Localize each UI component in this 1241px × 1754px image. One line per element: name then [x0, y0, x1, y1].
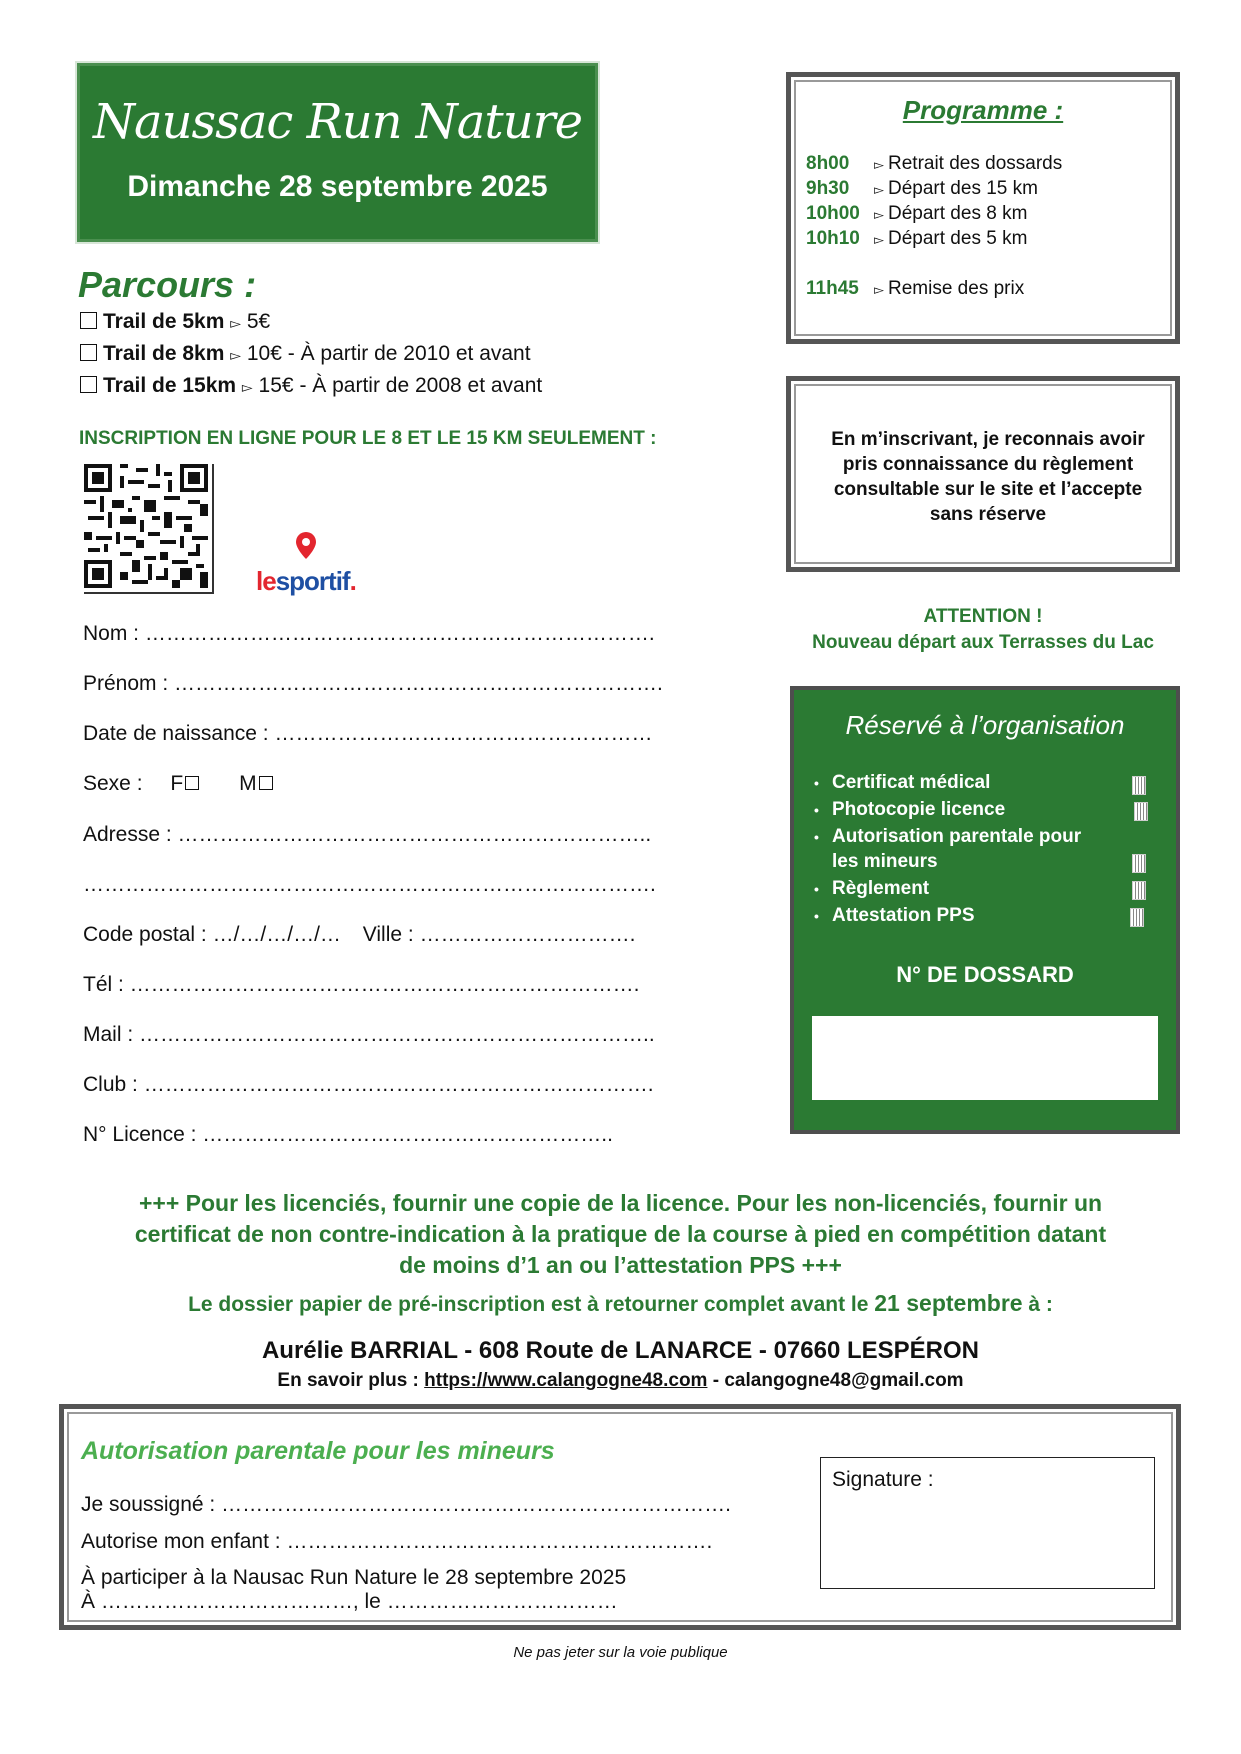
- field-prenom[interactable]: Prénom : …………………………………………………………….: [83, 672, 663, 695]
- programme-title: Programme :: [902, 95, 1064, 125]
- sexe-f-checkbox[interactable]: [185, 776, 199, 790]
- lesportif-logo[interactable]: [256, 530, 366, 598]
- reserved-item: [814, 772, 990, 794]
- triangle-icon: ▻: [230, 347, 242, 363]
- reserved-item-label: Autorisation parentale pour: [832, 826, 1082, 847]
- reserved-title: Réservé à l’organisation: [845, 710, 1125, 740]
- field-date-naissance[interactable]: Date de naissance : ………………………………………………: [83, 722, 653, 745]
- course-checkbox[interactable]: [80, 312, 97, 329]
- parental-enfant-field[interactable]: Autorise mon enfant : …………………………………………………….: [81, 1530, 713, 1553]
- course-option-5km[interactable]: [80, 310, 270, 334]
- attention-title: ATTENTION !: [923, 606, 1043, 627]
- sexe-m-checkbox[interactable]: [259, 776, 273, 790]
- reserved-organisation-box: [794, 690, 1176, 1130]
- course-price: 5€: [246, 310, 271, 333]
- triangle-icon: ▻: [230, 315, 242, 331]
- return-deadline-date: 21 septembre: [874, 1290, 1023, 1316]
- sexe-label: Sexe :: [83, 772, 143, 795]
- reserved-item-label: Certificat médical: [832, 772, 991, 793]
- reserved-item: [814, 905, 975, 927]
- parental-title: Autorisation parentale pour les mineurs: [81, 1437, 555, 1465]
- course-name: Trail de 15km: [103, 374, 237, 397]
- sexe-m-label: M: [239, 772, 257, 795]
- programme-row: [806, 203, 1027, 225]
- field-mail[interactable]: Mail : ………………………………………………………………..: [83, 1023, 655, 1046]
- programme-label: Départ des 8 km: [888, 203, 1028, 224]
- course-option-8km[interactable]: [80, 342, 531, 366]
- bullet-icon: •: [814, 775, 819, 791]
- reserved-item-label: Attestation PPS: [832, 905, 975, 926]
- more-info-label: En savoir plus :: [277, 1370, 419, 1391]
- course-checkbox[interactable]: [80, 344, 97, 361]
- sexe-m-option[interactable]: [239, 772, 273, 795]
- course-name: Trail de 5km: [103, 310, 225, 333]
- course-note: - À partir de 2008 et avant: [299, 374, 543, 397]
- reserved-item-continued: [814, 851, 938, 873]
- license-note-line: +++ Pour les licenciés, fournir une copie de la licence. Pour les non-licenciés, fournir un: [138, 1190, 1103, 1216]
- return-deadline-note: [60, 1290, 1181, 1317]
- field-club[interactable]: Club : ……………………………………………………………….: [83, 1073, 654, 1096]
- field-tel[interactable]: Tél : ……………………………………………………………….: [83, 973, 640, 996]
- lesportif-logo-text: lesportif.: [256, 566, 356, 596]
- bullet-icon: •: [814, 829, 819, 845]
- attention-text: Nouveau départ aux Terrasses du Lac: [812, 632, 1154, 653]
- license-note-line: certificat de non contre-indication à la pratique de la course à pied en compétition datant: [134, 1221, 1107, 1247]
- reserved-item-label: les mineurs: [832, 851, 938, 872]
- programme-row: [806, 153, 1062, 175]
- programme-box: [786, 72, 1180, 344]
- footer-note: Ne pas jeter sur la voie publique: [513, 1644, 728, 1661]
- programme-time: 11h45: [806, 278, 859, 299]
- qr-code[interactable]: [84, 464, 214, 594]
- programme-row: [806, 278, 1024, 300]
- course-name: Trail de 8km: [103, 342, 225, 365]
- postal-address: Aurélie BARRIAL - 608 Route de LANARCE - 07660 LESPÉRON: [261, 1337, 980, 1364]
- dossard-label: N° DE DOSSARD: [896, 962, 1074, 987]
- parental-place-date-field[interactable]: À ………………………………, le ……………………………: [81, 1590, 618, 1613]
- programme-label: Retrait des dossards: [888, 153, 1063, 174]
- parental-soussigne-field[interactable]: Je soussigné : ……………………………………………………………….: [81, 1493, 731, 1516]
- course-checkbox[interactable]: [80, 376, 97, 393]
- course-option-15km[interactable]: [80, 374, 542, 398]
- checkbox-icon[interactable]: [1132, 854, 1146, 873]
- course-price: 15€: [258, 374, 294, 397]
- signature-label: Signature :: [832, 1468, 934, 1491]
- field-adresse-2[interactable]: ……………………………………………………………………….: [83, 873, 656, 896]
- programme-label: Départ des 15 km: [888, 178, 1038, 199]
- field-ville[interactable]: Ville : ………………………….: [362, 923, 636, 946]
- course-note: - À partir de 2010 et avant: [281, 342, 531, 365]
- more-info: [0, 1370, 1241, 1392]
- contact-email: - calangogne48@gmail.com: [712, 1370, 964, 1391]
- return-note-suffix: à :: [1028, 1293, 1053, 1316]
- programme-label: Départ des 5 km: [888, 228, 1028, 249]
- field-code-postal[interactable]: Code postal : …/…/…/…/…: [83, 923, 341, 946]
- license-note-line: de moins d’1 an ou l’attestation PPS +++: [399, 1252, 842, 1278]
- rules-line: En m’inscrivant, je reconnais avoir: [831, 429, 1145, 450]
- programme-time: 8h00: [806, 153, 850, 174]
- bullet-icon: •: [814, 908, 819, 924]
- rules-text: [811, 427, 1165, 527]
- checkbox-icon[interactable]: [1130, 908, 1144, 927]
- field-sexe: [83, 772, 273, 796]
- field-licence[interactable]: N° Licence : …………………………………………………..: [83, 1123, 613, 1146]
- triangle-icon: ▻: [874, 207, 884, 222]
- event-title: Naussac Run Nature: [93, 94, 582, 150]
- rules-line: pris connaissance du règlement: [842, 454, 1134, 475]
- triangle-icon: ▻: [874, 282, 884, 297]
- checkbox-icon[interactable]: [1134, 802, 1148, 821]
- programme-time: 10h10: [806, 228, 860, 249]
- programme-time: 9h30: [806, 178, 850, 199]
- field-adresse[interactable]: Adresse : …………………………………………………………..: [83, 823, 652, 846]
- rules-line: consultable sur le site et l’accepte: [833, 479, 1143, 500]
- parcours-title: Parcours :: [78, 264, 257, 305]
- rules-line: sans réserve: [929, 504, 1047, 525]
- parental-participation-text: À participer à la Nausac Run Nature le 28 septembre 2025: [81, 1566, 627, 1589]
- event-header: [80, 66, 595, 239]
- event-date: Dimanche 28 septembre 2025: [127, 170, 548, 203]
- triangle-icon: ▻: [874, 157, 884, 172]
- reserved-item: [814, 826, 1081, 848]
- signature-box[interactable]: [820, 1457, 1155, 1589]
- triangle-icon: ▻: [874, 182, 884, 197]
- triangle-icon: ▻: [241, 379, 253, 395]
- reserved-item-label: Photocopie licence: [832, 799, 1006, 820]
- website-link[interactable]: https://www.calangogne48.com: [424, 1370, 708, 1391]
- parental-authorization-box: [59, 1404, 1181, 1630]
- dossard-field[interactable]: [812, 1016, 1158, 1100]
- bullet-icon: •: [814, 881, 819, 897]
- checkbox-icon[interactable]: [1132, 776, 1146, 795]
- license-note: [60, 1188, 1181, 1281]
- triangle-icon: ▻: [874, 232, 884, 247]
- rules-box: [786, 376, 1180, 572]
- programme-time: 10h00: [806, 203, 860, 224]
- bullet-icon: •: [814, 802, 819, 818]
- reserved-item-label: Règlement: [832, 878, 930, 899]
- reserved-item: [814, 878, 929, 900]
- programme-row: [806, 228, 1027, 250]
- attention-notice: [786, 604, 1180, 656]
- checkbox-icon[interactable]: [1132, 881, 1146, 900]
- return-note-text: Le dossier papier de pré-inscription est à retourner complet avant le: [188, 1293, 869, 1316]
- field-nom[interactable]: Nom : ……………………………………………………………….: [83, 622, 655, 645]
- sexe-f-label: F: [170, 772, 184, 795]
- programme-label: Remise des prix: [888, 278, 1025, 299]
- programme-row: [806, 178, 1038, 200]
- course-price: 10€: [246, 342, 282, 365]
- sexe-f-option[interactable]: [170, 772, 199, 795]
- online-registration-title: INSCRIPTION EN LIGNE POUR LE 8 ET LE 15 KM SEULEMENT :: [79, 428, 657, 449]
- field-code-postal-ville[interactable]: [83, 923, 635, 947]
- reserved-item: [814, 799, 1005, 821]
